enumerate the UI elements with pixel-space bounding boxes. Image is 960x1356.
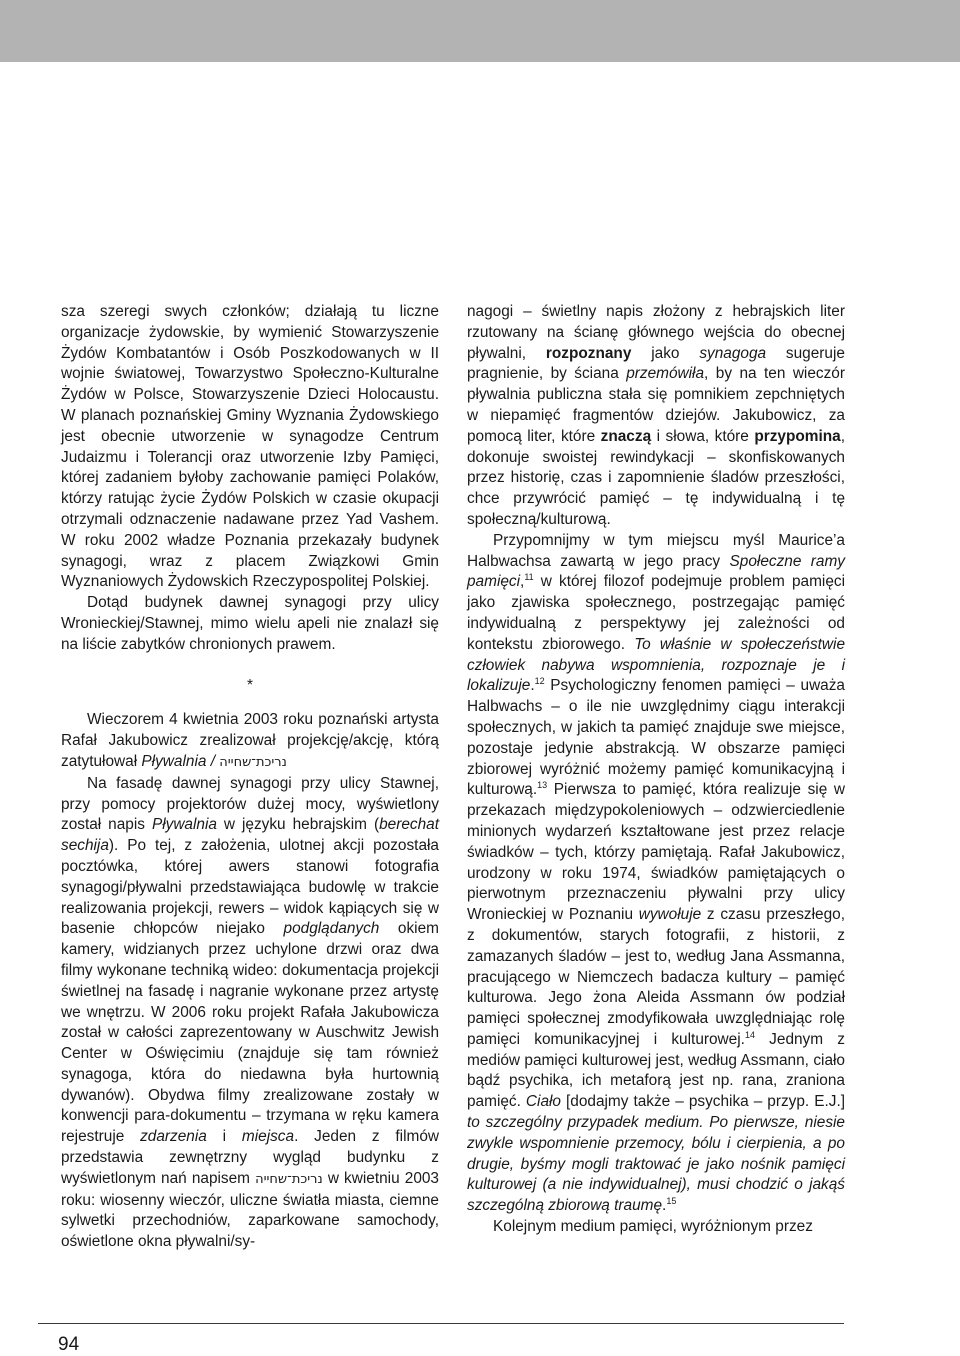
page-number: 94 (58, 1334, 80, 1355)
paragraph: nagogi – świetlny napis złożony z hebrajskich liter rzutowany na ścianę głównego wejścia do obecnej pływalni, rozpoznany jako synagoga sugeruje pragnienie, by ściana przemówiła, by na ten wieczór pływalnia publiczna stała się pomnikiem zepchniętych w niepamięć fragmentów dziejów. Jakubowicz, za pomocą liter, które znaczą i słowa, które przypomina, dokonuje swoistej rewindykacji – skonfiskowanych przez historię, czas i zapomnienie śladów przeszłości, chce przywrócić pamięć – tę indywidualną i tę społeczną/kulturową. (467, 303, 845, 528)
left-column (61, 302, 439, 1253)
footnote-ref: 11 (524, 572, 534, 583)
right-column (467, 302, 845, 1238)
paragraph: Kolejnym medium pamięci, wyróżnionym przez (493, 1218, 813, 1236)
footnote-ref: 12 (534, 676, 545, 687)
paragraph: Dotąd budynek dawnej synagogi przy ulicy Wronieckiej/Stawnej, mimo wielu apeli nie znalazł się na liście zabytków chronionych prawem. (61, 594, 439, 653)
paragraph: Na fasadę dawnej synagogi przy ulicy Stawnej, przy pomocy projektorów dużej mocy, wyświetlony został napis Pływalnia w języku hebrajskim (berechat sechija). Po tej, z założenia, ulotnej akcji pozostała pocztówka, której awers stanowi fotografia synagogi/pływalni przedstawiająca budowlę w trakcie realizowania projekcji, rewers – widok kąpiących się w basenie chłopców niejako podglądanych okiem kamery, widzianych przez uchylone drzwi oraz dwa filmy wykonane techniką wideo: dokumentacja projekcji świetlnej na fasadę i nagranie wykonane przez artystę we wnętrzu. W 2006 roku projekt Rafała Jakubowicza został w całości zaprezentowany w Auschwitz Jewish Center w Oświęcimiu (znajduje się tam również synagoga, która do niedawna była hurtownią dywanów). Obydwa filmy zrealizowane zostały w konwencji para-dokumentu – trzymana w ręku kamera rejestruje zdarzenia i miejsca. Jeden z filmów przedstawia zewnętrzny wygląd budynku z wyświetlonym nań napisem נריכת־שחייה w kwietniu 2003 roku: wiosenny wieczór, uliczne światła miasta, ciemne sylwetki przechodniów, zaparkowane samochody, oświetlone okna pływalni/sy- (61, 774, 439, 1251)
paragraph: Wieczorem 4 kwietnia 2003 roku poznański artysta Rafał Jakubowicz zrealizował projekcję/akcję, którą zatytułował Pływalnia / נריכת־שחייה (61, 711, 439, 770)
footnote-ref: 13 (537, 780, 548, 791)
header-bar (0, 0, 960, 62)
paragraph: Przypomnijmy w tym miejscu myśl Maurice’a Halbwachsa zawartą w jego pracy Społeczne ramy pamięci,$^{11}$ w której filozof podejmuje problem pamięci jako zjawiska społecznego, postrzegając pamięć indywidualną z perspektywy jej zależności od kontekstu zbiorowego. To właśnie w społeczeństwie człowiek nabywa wspomnienia, rozpoznaje je i lokalizuje.$^{12}$ Psychologiczny fenomen pamięci – uważa Halbwachs – o ile nie uwzględnimy ciągu interakcji społecznych, w jakich ta pamięć znajduje swe miejsce, pozostaje jedynie abstrakcją. W obszarze pamięci zbiorowej wyróżnić możemy pamięć komunikacyjną i kulturową.$^{13}$ Pierwsza to pamięć, która realizuje się w przekazach międzypokoleniowych – odzwierciedlenie minionych wydarzeń kształtowane jest przez relacje świadków – tych, którzy pamiętają. Rafał Jakubowicz, urodzony w roku 1974, świadków pamiętających o pierwotnym przeznaczeniu pływalni przy ulicy Wronieckiej w Poznaniu wywołuje z czasu przeszłego, z dokumentów, starych fotografii, z historii, z zamazanych śladów – jest to, według Jana Assmanna, pracującego w Niemczech badacza kultury – pamięć kulturowa. Jego żona Aleida Assmann ów podział pamięci społecznej zmodyfikowała uwzględniając rolę pamięci komunikacyjnej i kulturowej.$^{14}$ Jednym z mediów pamięci kulturowej jest, według Assmann, ciało bądź psychika, ich metaforą jest np. rana, zraniona pamięć. Ciało [dodajmy także – psychika – przyp. E.J.] to szczególny przypadek medium. Po pierwsze, niesie zwykle wspomnienie przemocy, bólu i cierpienia, a po drugie, byśmy mogli traktować je jako nośnik pamięci kulturowej (a nie indywidualnej), musi chodzić o jakąś szczególną zbiorową traumę.$^{15}$ (467, 531, 846, 1215)
section-separator: * (247, 676, 253, 694)
footer-rule (38, 1323, 844, 1324)
footnote-ref: 15 (666, 1196, 677, 1207)
paragraph: sza szeregi swych członków; działają tu liczne organizacje żydowskie, by wymienić Stowarzyszenie Żydów Kombatantów i Osób Poszkodowanych w II wojnie światowej, Towarzystwo Społeczno-Kulturalne Żydów w Polsce, Stowarzyszenie Dzieci Holocaustu. W planach poznańskiej Gminy Wyznania Żydowskiego jest obecnie utworzenie w synagodze Centrum Judaizmu i Tolerancji oraz utworzenie Izby Pamięci, której zadaniem byłoby zachowanie pamięci Polaków, którzy ratując życie Żydów Polskich w czasie okupacji otrzymali odznaczenie nadawane przez Yad Vashem. W roku 2002 władze Poznania przekazały budynek synagogi, wraz z placem Związkowi Gmin Wyznaniowych Żydowskich Rzeczypospolitej Polskiej. (61, 303, 439, 591)
footnote-ref: 14 (744, 1029, 755, 1040)
